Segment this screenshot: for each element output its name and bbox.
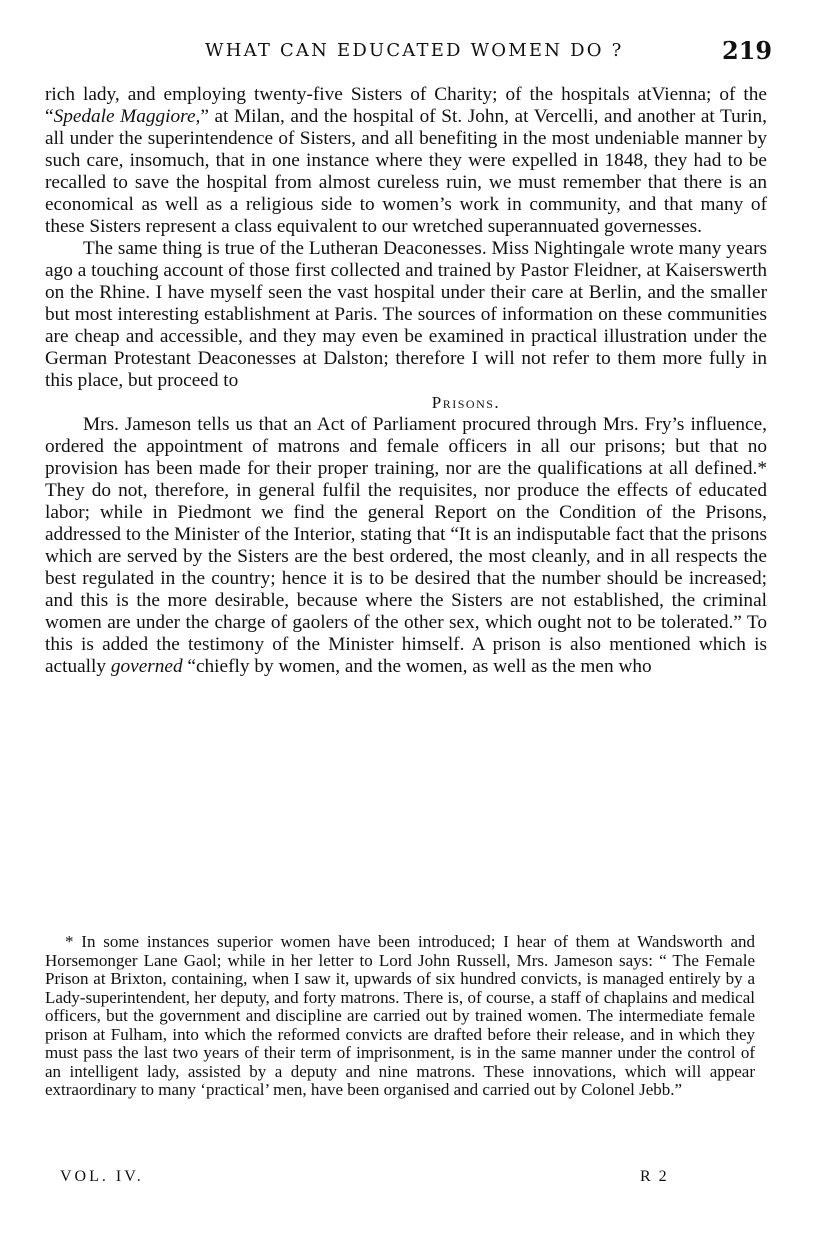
paragraph-2: The same thing is true of the Lutheran Deaconesses. Miss Nightingale wrote many years ago a touching account of those first collected and trained by Pastor Fleidner, at Kaiserswerth on the Rhine. I have myself seen the vast hospital under their care at Berlin, and the smaller but most interesting establishment at Paris. The sources of information on these communities are cheap and accessible, and they may even be examined in practical illustration under the German Protestant Deaconesses at Dalston; therefore I will not refer to them more fully in this place, but proceed to — [45, 238, 767, 391]
signature-mark: R 2 — [640, 1168, 669, 1185]
paragraph-1 — [45, 84, 767, 238]
paragraph-3 — [45, 414, 767, 678]
running-title: WHAT CAN EDUCATED WOMEN DO ? — [205, 40, 624, 61]
volume-label: VOL. IV. — [60, 1168, 144, 1185]
footnote — [45, 933, 755, 1100]
section-heading: Prisons. — [431, 393, 501, 412]
paragraph-3-text-a: Mrs. Jameson tells us that an Act of Parliament procured through Mrs. Fry’s influence, ordered the appointment of matrons and female officers in all our prisons; but that no provision has been made for their proper training, nor are the qualifications at all defined.* They do not, therefore, in general fulfil the requisites, nor produce the effects of educated labor; while in Piedmont we find the general Report on the Condition of the Prisons, addressed to the Minister of the Interior, stating that “It is an indisputable fact that the prisons which are served by the Sisters are the best ordered, the most cleanly, and in all respects the best regulated in the country; hence it is to be desired that the number should be increased; and this is the more desirable, because where the Sisters are not established, the criminal women are under the charge of gaolers of the other sex, which ought not to be tolerated.” To this is added the testimony of the Minister himself. A prison is also mentioned which is actually — [45, 414, 767, 677]
signature-line — [60, 1168, 750, 1190]
body-text — [45, 84, 767, 678]
page-number: 219 — [722, 36, 773, 65]
footnote-text: * In some instances superior women have been introduced; I hear of them at Wandsworth and Horsemonger Lane Gaol; while in her letter to Lord John Russell, Mrs. Jameson says: “ The Female Prison at Brixton, containing, when I saw it, upwards of six hundred convicts, is managed entirely by a Lady-superintendent, her deputy, and forty matrons. There is, of course, a staff of chaplains and medical officers, but the government and discipline are carried out by trained women. The intermediate female prison at Fulham, into which the reformed convicts are drafted before their release, and in which they must pass the last two years of their term of imprisonment, is in the same manner under the control of an intelligent lady, assisted by a deputy and nine matrons. These innovations, which will appear extraordinary to many ‘practical’ men, have been organised and carried out by Colonel Jebb.” — [45, 932, 755, 1099]
italic-spedale-maggiore: Spedale Maggiore, — [53, 106, 201, 127]
italic-governed: governed — [110, 656, 183, 677]
paragraph-1-text-a: rich lady, and employing twenty-five Sisters of Charity; of the hospitals atVienna; of the “ — [45, 84, 767, 127]
paragraph-3-text-b: “chiefly by women, and the women, as well as the men who — [182, 656, 652, 677]
running-head — [0, 36, 815, 80]
paragraph-1-text-b: ” at Milan, and the hospital of St. John, at Vercelli, and another at Turin, all under the superintendence of Sisters, and all benefiting in the most undeniable manner by such care, insomuch, that in one instance where they were expelled in 1848, they had to be recalled to save the hospital from almost cureless ruin, we must remember that there is an economical as well as a religious side to women’s work in community, and that many of these Sisters represent a class equivalent to our wretched superannuated governesses. — [45, 106, 767, 237]
